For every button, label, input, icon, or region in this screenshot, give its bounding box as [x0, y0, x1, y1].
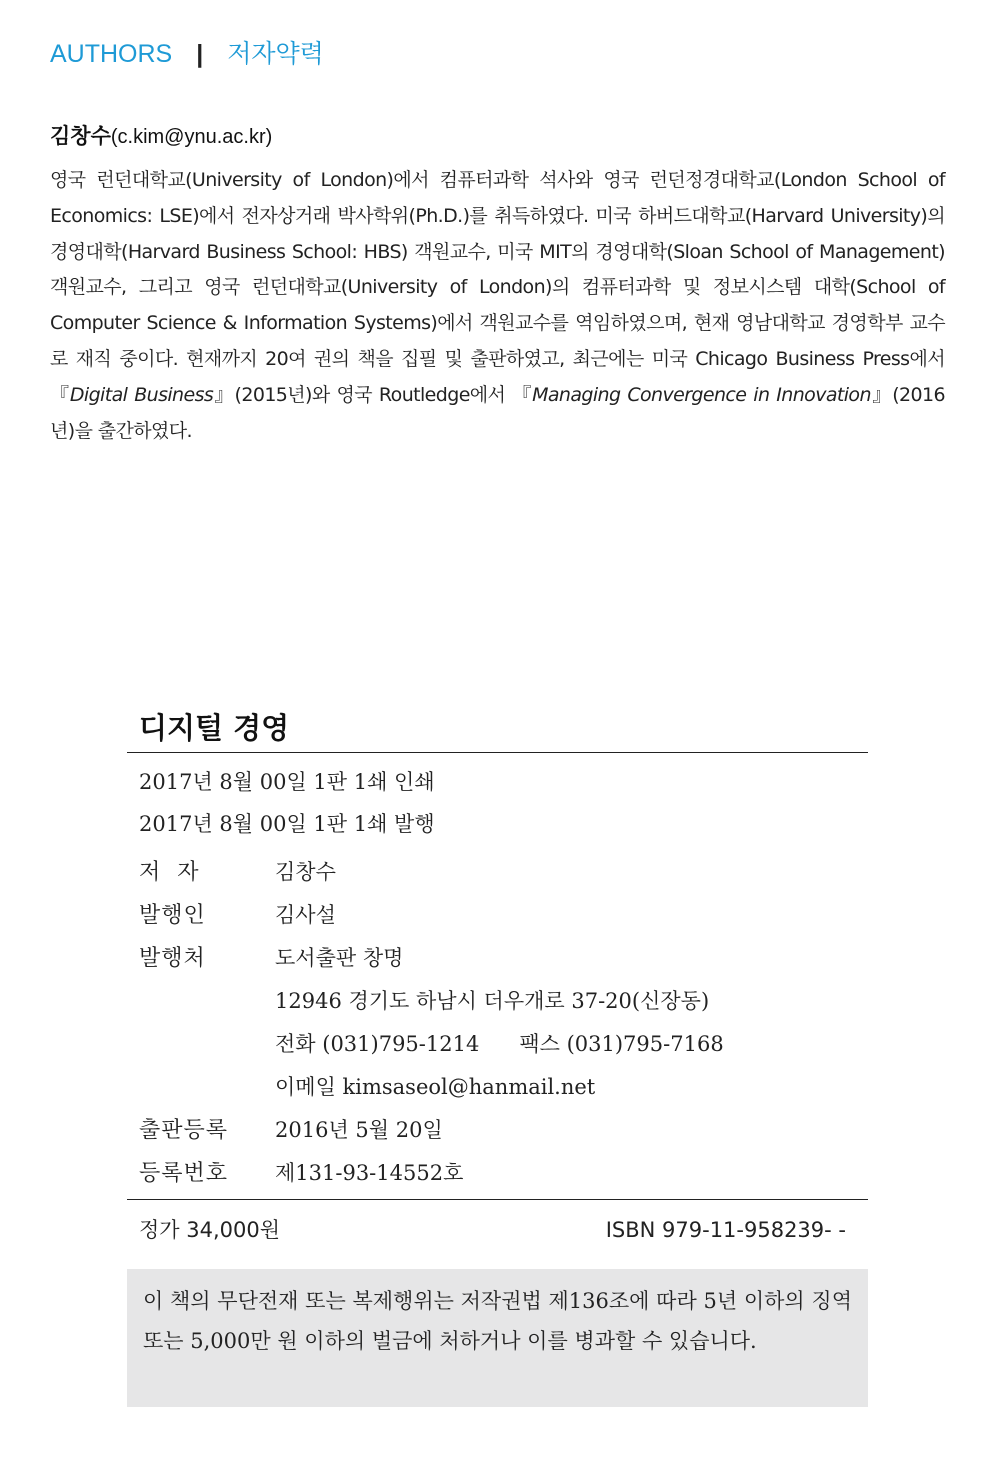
- bio-book-title-1: Digital Business: [69, 383, 214, 406]
- author-value: 김창수: [275, 860, 336, 884]
- bio-text-2: 』(2015년)와 영국 Routledge에서 『: [213, 383, 533, 406]
- publisher-phone: 전화 (031)795-1214: [275, 1032, 480, 1056]
- edition-dates: [139, 753, 868, 845]
- publisher-value: 도서출판 창명: [275, 946, 404, 970]
- colophon-bottom-rule: [127, 1199, 868, 1200]
- section-header: [50, 34, 324, 70]
- registration-date: 2016년 5월 20일: [275, 1118, 443, 1142]
- publisher-person-label: 발행인: [139, 903, 206, 928]
- info-row-author: [139, 851, 868, 894]
- publisher-label: 발행처: [139, 946, 206, 971]
- section-header-english: AUTHORS: [50, 40, 173, 68]
- publisher-person-value: 김사설: [275, 903, 336, 927]
- author-label: 저 자: [139, 860, 200, 885]
- info-row-contact: [139, 1023, 868, 1066]
- info-row-address: [139, 980, 868, 1023]
- bio-text-1: 영국 런던대학교(University of London)에서 컴퓨터과학 석사와 영국 런던정경대학교(London School of Economics: LSE)에서 전자상거래 박사학위(Ph.D.)를 취득하였다. 미국 하버드대학교(Harvard University)의 경영대학(Harvard Business School: HBS) 객원교수, 미국 MIT의 경영대학(Sloan School of Management) 객원교수, 그리고 영국 런던대학교(University of London)의 컴퓨터과학 및 정보시스템 대학(School of Computer Science & Information Systems)에서 객원교수를 역임하였으며, 현재 영남대학교 경영학부 교수로 재직 중이다. 현재까지 20여 권의 책을 집필 및 출판하였고, 최근에는 미국 Chicago Business Press에서 『: [50, 169, 945, 406]
- bio-text-3: 』(2016년)을 출간하였다.: [50, 383, 945, 442]
- info-row-publisher: [139, 937, 868, 980]
- colophon: [127, 705, 868, 1250]
- publisher-email: 이메일 kimsaseol@hanmail.net: [275, 1075, 596, 1099]
- reg-number-value: 제131-93-14552호: [275, 1161, 464, 1185]
- reg-number-label: 등록번호: [139, 1161, 229, 1186]
- price: 정가 34,000원: [139, 1218, 281, 1242]
- publication-info: [139, 845, 868, 1195]
- book-title: 디지털 경영: [139, 711, 290, 745]
- author-email: (c.kim@ynu.ac.kr): [110, 126, 273, 148]
- author-name: 김창수: [50, 125, 111, 148]
- bio-book-title-2: Managing Convergence in Innovation: [532, 383, 871, 406]
- isbn: ISBN 979-11-958239- -: [605, 1218, 846, 1242]
- author-biography: [50, 163, 945, 449]
- publisher-fax: 팩스 (031)795-7168: [519, 1032, 724, 1056]
- section-header-separator: |: [196, 40, 204, 68]
- print-date: 2017년 8월 00일 1판 1쇄 인쇄: [139, 770, 435, 794]
- price-isbn-row: [139, 1210, 846, 1250]
- info-row-email: [139, 1066, 868, 1109]
- section-header-korean: 저자약력: [227, 40, 324, 68]
- copyright-notice: [127, 1269, 868, 1407]
- copyright-notice-text: 이 책의 무단전재 또는 복제행위는 저작권법 제136조에 따라 5년 이하의 징역 또는 5,000만 원 이하의 벌금에 처하거나 이를 병과할 수 있습니다.: [143, 1289, 852, 1353]
- author-heading: [50, 120, 272, 150]
- info-row-registration: [139, 1109, 868, 1152]
- info-row-reg-number: [139, 1152, 868, 1195]
- publisher-address: 12946 경기도 하남시 더우개로 37-20(신장동): [275, 989, 710, 1013]
- info-row-publisher-person: [139, 894, 868, 937]
- publish-date: 2017년 8월 00일 1판 1쇄 발행: [139, 812, 435, 836]
- registration-label: 출판등록: [139, 1118, 229, 1143]
